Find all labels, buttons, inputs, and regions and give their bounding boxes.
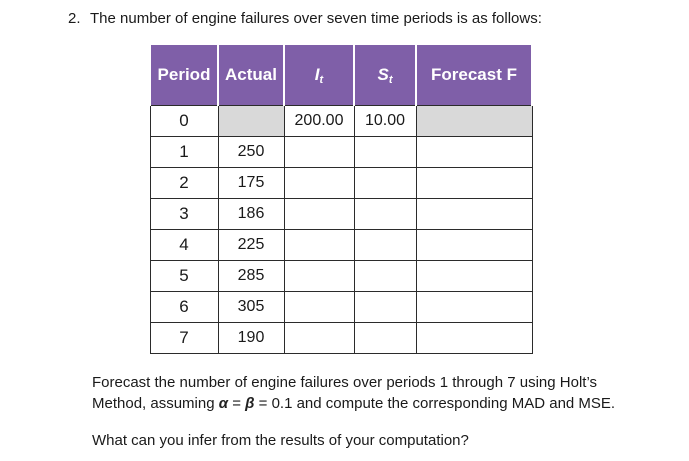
actual-cell (218, 106, 284, 137)
period-cell: 4 (150, 230, 218, 261)
period-cell: 5 (150, 261, 218, 292)
header-st-sub: t (388, 73, 393, 86)
table-row (150, 230, 532, 261)
period-cell: 1 (150, 137, 218, 168)
it-cell (284, 261, 354, 292)
st-cell (354, 261, 416, 292)
period-cell: 3 (150, 199, 218, 230)
forecast-cell (416, 230, 532, 261)
it-cell (284, 199, 354, 230)
forecast-cell (416, 168, 532, 199)
actual-cell: 186 (218, 199, 284, 230)
period-cell: 7 (150, 323, 218, 354)
table-row (150, 137, 532, 168)
table-row (150, 261, 532, 292)
forecast-cell (416, 292, 532, 323)
st-cell: 10.00 (354, 106, 416, 137)
beta-symbol: β (245, 395, 255, 412)
table-row (150, 323, 532, 354)
it-cell (284, 168, 354, 199)
st-cell (354, 292, 416, 323)
actual-cell: 285 (218, 261, 284, 292)
it-cell (284, 230, 354, 261)
equals-sign: = (228, 395, 246, 412)
header-period: Period (150, 45, 218, 106)
table-row (150, 292, 532, 323)
alpha-symbol: α (218, 395, 229, 412)
instructions-line-2-prefix: Method, assuming (92, 395, 219, 412)
header-it-sub: t (319, 73, 324, 86)
it-cell (284, 292, 354, 323)
forecast-cell (416, 323, 532, 354)
instructions-line-2-suffix: = 0.1 and compute the corresponding MAD and MSE. (254, 395, 616, 412)
st-cell (354, 323, 416, 354)
st-cell (354, 199, 416, 230)
header-it (284, 45, 354, 106)
question-heading (68, 9, 542, 29)
table-header-row (150, 45, 532, 106)
actual-cell: 305 (218, 292, 284, 323)
forecast-cell (416, 199, 532, 230)
table-row (150, 168, 532, 199)
forecast-cell (416, 106, 532, 137)
actual-cell: 175 (218, 168, 284, 199)
header-it-base: I (314, 64, 320, 84)
actual-cell: 250 (218, 137, 284, 168)
question-text: The number of engine failures over seven time periods is as follows: (90, 10, 542, 27)
table-row (150, 199, 532, 230)
period-cell: 6 (150, 292, 218, 323)
forecast-cell (416, 137, 532, 168)
table-row (150, 106, 532, 137)
it-cell (284, 137, 354, 168)
period-cell: 2 (150, 168, 218, 199)
st-cell (354, 230, 416, 261)
actual-cell: 190 (218, 323, 284, 354)
header-st-base: S (377, 64, 389, 84)
it-cell (284, 323, 354, 354)
engine-failures-table (149, 45, 533, 354)
st-cell (354, 137, 416, 168)
forecast-cell (416, 261, 532, 292)
st-cell (354, 168, 416, 199)
instructions-line-2 (92, 393, 615, 414)
header-st (354, 45, 416, 106)
header-forecast: Forecast F (416, 45, 532, 106)
actual-cell: 225 (218, 230, 284, 261)
it-cell: 200.00 (284, 106, 354, 137)
period-cell: 0 (150, 106, 218, 137)
header-actual: Actual (218, 45, 284, 106)
question-number: 2. (68, 10, 81, 27)
instructions-line-1: Forecast the number of engine failures over periods 1 through 7 using Holt’s (92, 374, 598, 391)
followup-question: What can you infer from the results of your computation? (92, 432, 469, 449)
